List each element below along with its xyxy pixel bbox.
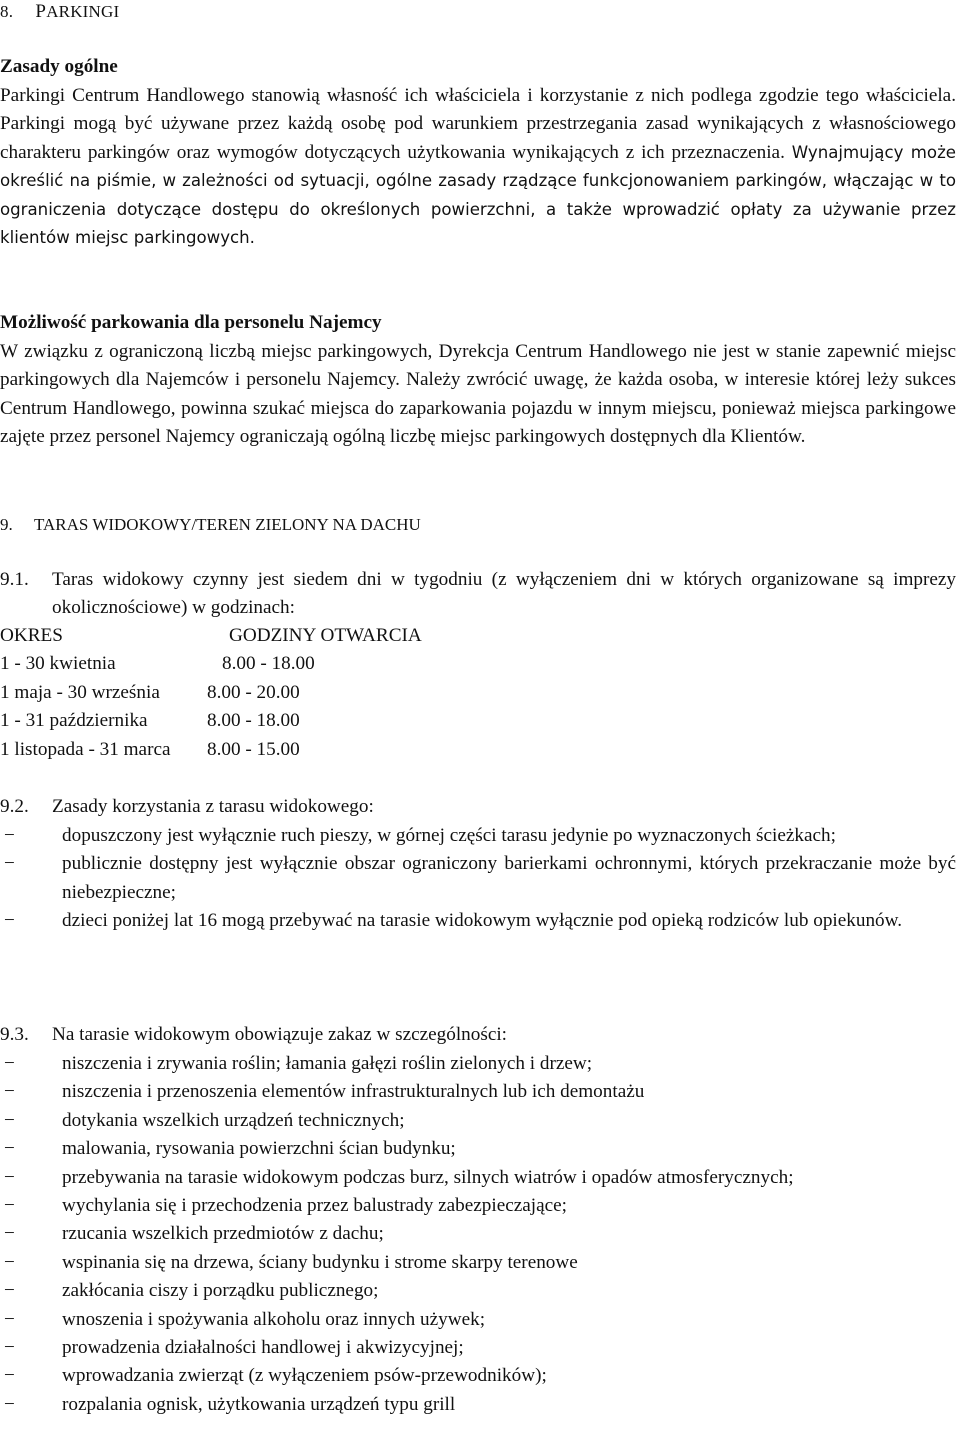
header-hours: GODZINY OTWARCIA: [229, 625, 422, 646]
dash-bullet: −: [4, 1166, 15, 1188]
dash-bullet: −: [4, 1251, 15, 1273]
list-item-text: dzieci poniżej lat 16 mogą przebywać na tarasie widokowym wyłącznie pod opieką rodziców lub opiekunów.: [62, 910, 903, 932]
list-item-text: dotykania wszelkich urządzeń technicznych;: [62, 1109, 405, 1131]
dash-bullet: −: [4, 1138, 15, 1160]
dash-bullet: −: [4, 825, 15, 846]
list-item: [0, 1277, 956, 1305]
section-9-title: TARAS WIDOKOWY/TEREN ZIELONY NA DACHU: [34, 515, 421, 534]
list-item-text: zakłócania ciszy i porządku publicznego;: [62, 1280, 379, 1302]
dash-bullet: −: [4, 1053, 15, 1074]
general-rules-text-serif: Parkingi Centrum Handlowego stanowią własność ich właściciela i korzystanie z nich podlega zgodzie tego właściciela. Parkingi mogą być używane przez każdą osobę pod warunkiem przestrzegania zasad wynikających z własnościowego charakteru parkingów oraz wymogów dotyczących użytkowania wynikających z ich przeznaczenia.: [0, 85, 956, 163]
section-8-number: 8.: [0, 2, 14, 21]
table-row: [0, 679, 520, 707]
list-item: [0, 850, 956, 907]
row-hours: 8.00 - 18.00: [222, 653, 315, 675]
row-hours: 8.00 - 15.00: [207, 738, 300, 760]
dash-bullet: −: [4, 1365, 15, 1387]
list-item-text: wychylania się i przechodzenia przez balustrady zabezpieczające;: [62, 1195, 567, 1217]
dash-bullet: −: [4, 910, 15, 932]
dash-bullet: −: [4, 1308, 15, 1330]
list-item-text: rzucania wszelkich przedmiotów z dachu;: [62, 1223, 384, 1245]
opening-hours-table: [0, 622, 520, 764]
list-item: [0, 1135, 956, 1163]
table-header-row: [0, 622, 520, 650]
list-item-text: wspinania się na drzewa, ściany budynku i strome skarpy terenowe: [62, 1251, 578, 1273]
list-item-text: publicznie dostępny jest wyłącznie obszar ograniczony barierkami ochronnymi, których przekraczanie może być niebezpieczne;: [62, 853, 956, 903]
general-rules-text-sans: Wynajmujący może określić na piśmie, w zależności od sytuacji, ogólne zasady rządzące funkcjonowaniem parkingów, włączając w to ograniczenia dotyczące dostępu do określonych powierzchni, a także wprowadzić opłaty za używanie przez klientów miejsc parkingowych.: [0, 142, 956, 248]
list-item-text: przebywania na tarasie widokowym podczas burz, silnych wiatrów i opadów atmosferycznych;: [62, 1166, 794, 1188]
item-9-1-text: Taras widokowy czynny jest siedem dni w tygodniu (z wyłączeniem dni w których organizowane są imprezy okolicznościowe) w godzinach:: [52, 569, 956, 619]
dash-bullet: −: [4, 853, 15, 875]
list-item: [0, 1107, 956, 1135]
item-9-3-number: 9.3.: [0, 1024, 29, 1045]
table-row: [0, 650, 520, 678]
list-item: [0, 1334, 956, 1362]
list-item-text: niszczenia i przenoszenia elementów infrastrukturalnych lub ich demontażu: [62, 1081, 645, 1103]
table-row: [0, 736, 520, 764]
item-9-3-text: Na tarasie widokowym obowiązuje zakaz w szczególności:: [52, 1024, 508, 1045]
staff-parking-heading: Możliwość parkowania dla personelu Najemcy: [0, 312, 382, 333]
row-period: 1 - 31 października: [0, 710, 148, 732]
list-item: [0, 1164, 956, 1192]
list-item-text: niszczenia i zrywania roślin; łamania gałęzi roślin zielonych i drzew;: [62, 1053, 593, 1074]
list-item: [0, 1391, 956, 1419]
list-item-text: dopuszczony jest wyłącznie ruch pieszy, w górnej części tarasu jedynie po wyznaczonych ścieżkach;: [62, 825, 836, 846]
list-item-text: wprowadzania zwierząt (z wyłączeniem psów-przewodników);: [62, 1365, 547, 1387]
item-9-2-number: 9.2.: [0, 796, 29, 817]
list-item: [0, 1362, 956, 1390]
header-period: OKRES: [0, 625, 63, 646]
list-item-text: prowadzenia działalności handlowej i akwizycyjnej;: [62, 1337, 464, 1359]
row-hours: 8.00 - 18.00: [207, 710, 300, 732]
row-period: 1 listopada - 31 marca: [0, 738, 171, 760]
section-8-heading: [0, 0, 119, 26]
section-9-heading: [0, 511, 421, 539]
list-item-text: malowania, rysowania powierzchni ścian budynku;: [62, 1138, 456, 1160]
list-item: [0, 1078, 956, 1106]
list-item: [0, 907, 956, 935]
prohibitions-list: [0, 1050, 956, 1419]
item-9-1-number: 9.1.: [0, 569, 29, 590]
dash-bullet: −: [4, 1109, 15, 1131]
dash-bullet: −: [4, 1337, 15, 1359]
section-8-title-initial: P: [35, 1, 47, 22]
list-item: [0, 1249, 956, 1277]
row-hours: 8.00 - 20.00: [207, 681, 300, 703]
list-item: [0, 1192, 956, 1220]
list-item: [0, 1220, 956, 1248]
table-row: [0, 707, 520, 735]
dash-bullet: −: [4, 1280, 15, 1302]
terrace-rules-list: [0, 822, 956, 936]
dash-bullet: −: [4, 1393, 15, 1415]
list-item: [0, 1050, 956, 1078]
list-item: [0, 822, 956, 850]
row-period: 1 - 30 kwietnia: [0, 653, 116, 675]
dash-bullet: −: [4, 1081, 15, 1103]
row-period: 1 maja - 30 września: [0, 681, 160, 703]
list-item: [0, 1306, 956, 1334]
staff-parking-paragraph: W związku z ograniczoną liczbą miejsc parkingowych, Dyrekcja Centrum Handlowego nie jest w stanie zapewnić miejsc parkingowych dla Najemców i personelu Najemcy. Należy zwrócić uwagę, że każda osoba, w interesie której leży sukces Centrum Handlowego, powinna szukać miejsca do zaparkowania pojazdu w innym miejscu, ponieważ miejsca parkingowe zajęte przez personel Najemcy ograniczają ogólną liczbę miejsc parkingowych dostępnych dla Klientów.: [0, 341, 956, 448]
list-item-text: rozpalania ognisk, użytkowania urządzeń typu grill: [62, 1393, 456, 1415]
section-8-title-rest: ARKINGI: [46, 2, 120, 21]
section-9-number: 9.: [0, 515, 13, 534]
dash-bullet: −: [4, 1223, 15, 1245]
item-9-2-text: Zasady korzystania z tarasu widokowego:: [52, 796, 374, 817]
general-rules-paragraph: [0, 82, 956, 252]
general-rules-heading: Zasady ogólne: [0, 56, 118, 77]
list-item-text: wnoszenia i spożywania alkoholu oraz innych używek;: [62, 1308, 486, 1330]
dash-bullet: −: [4, 1195, 15, 1217]
